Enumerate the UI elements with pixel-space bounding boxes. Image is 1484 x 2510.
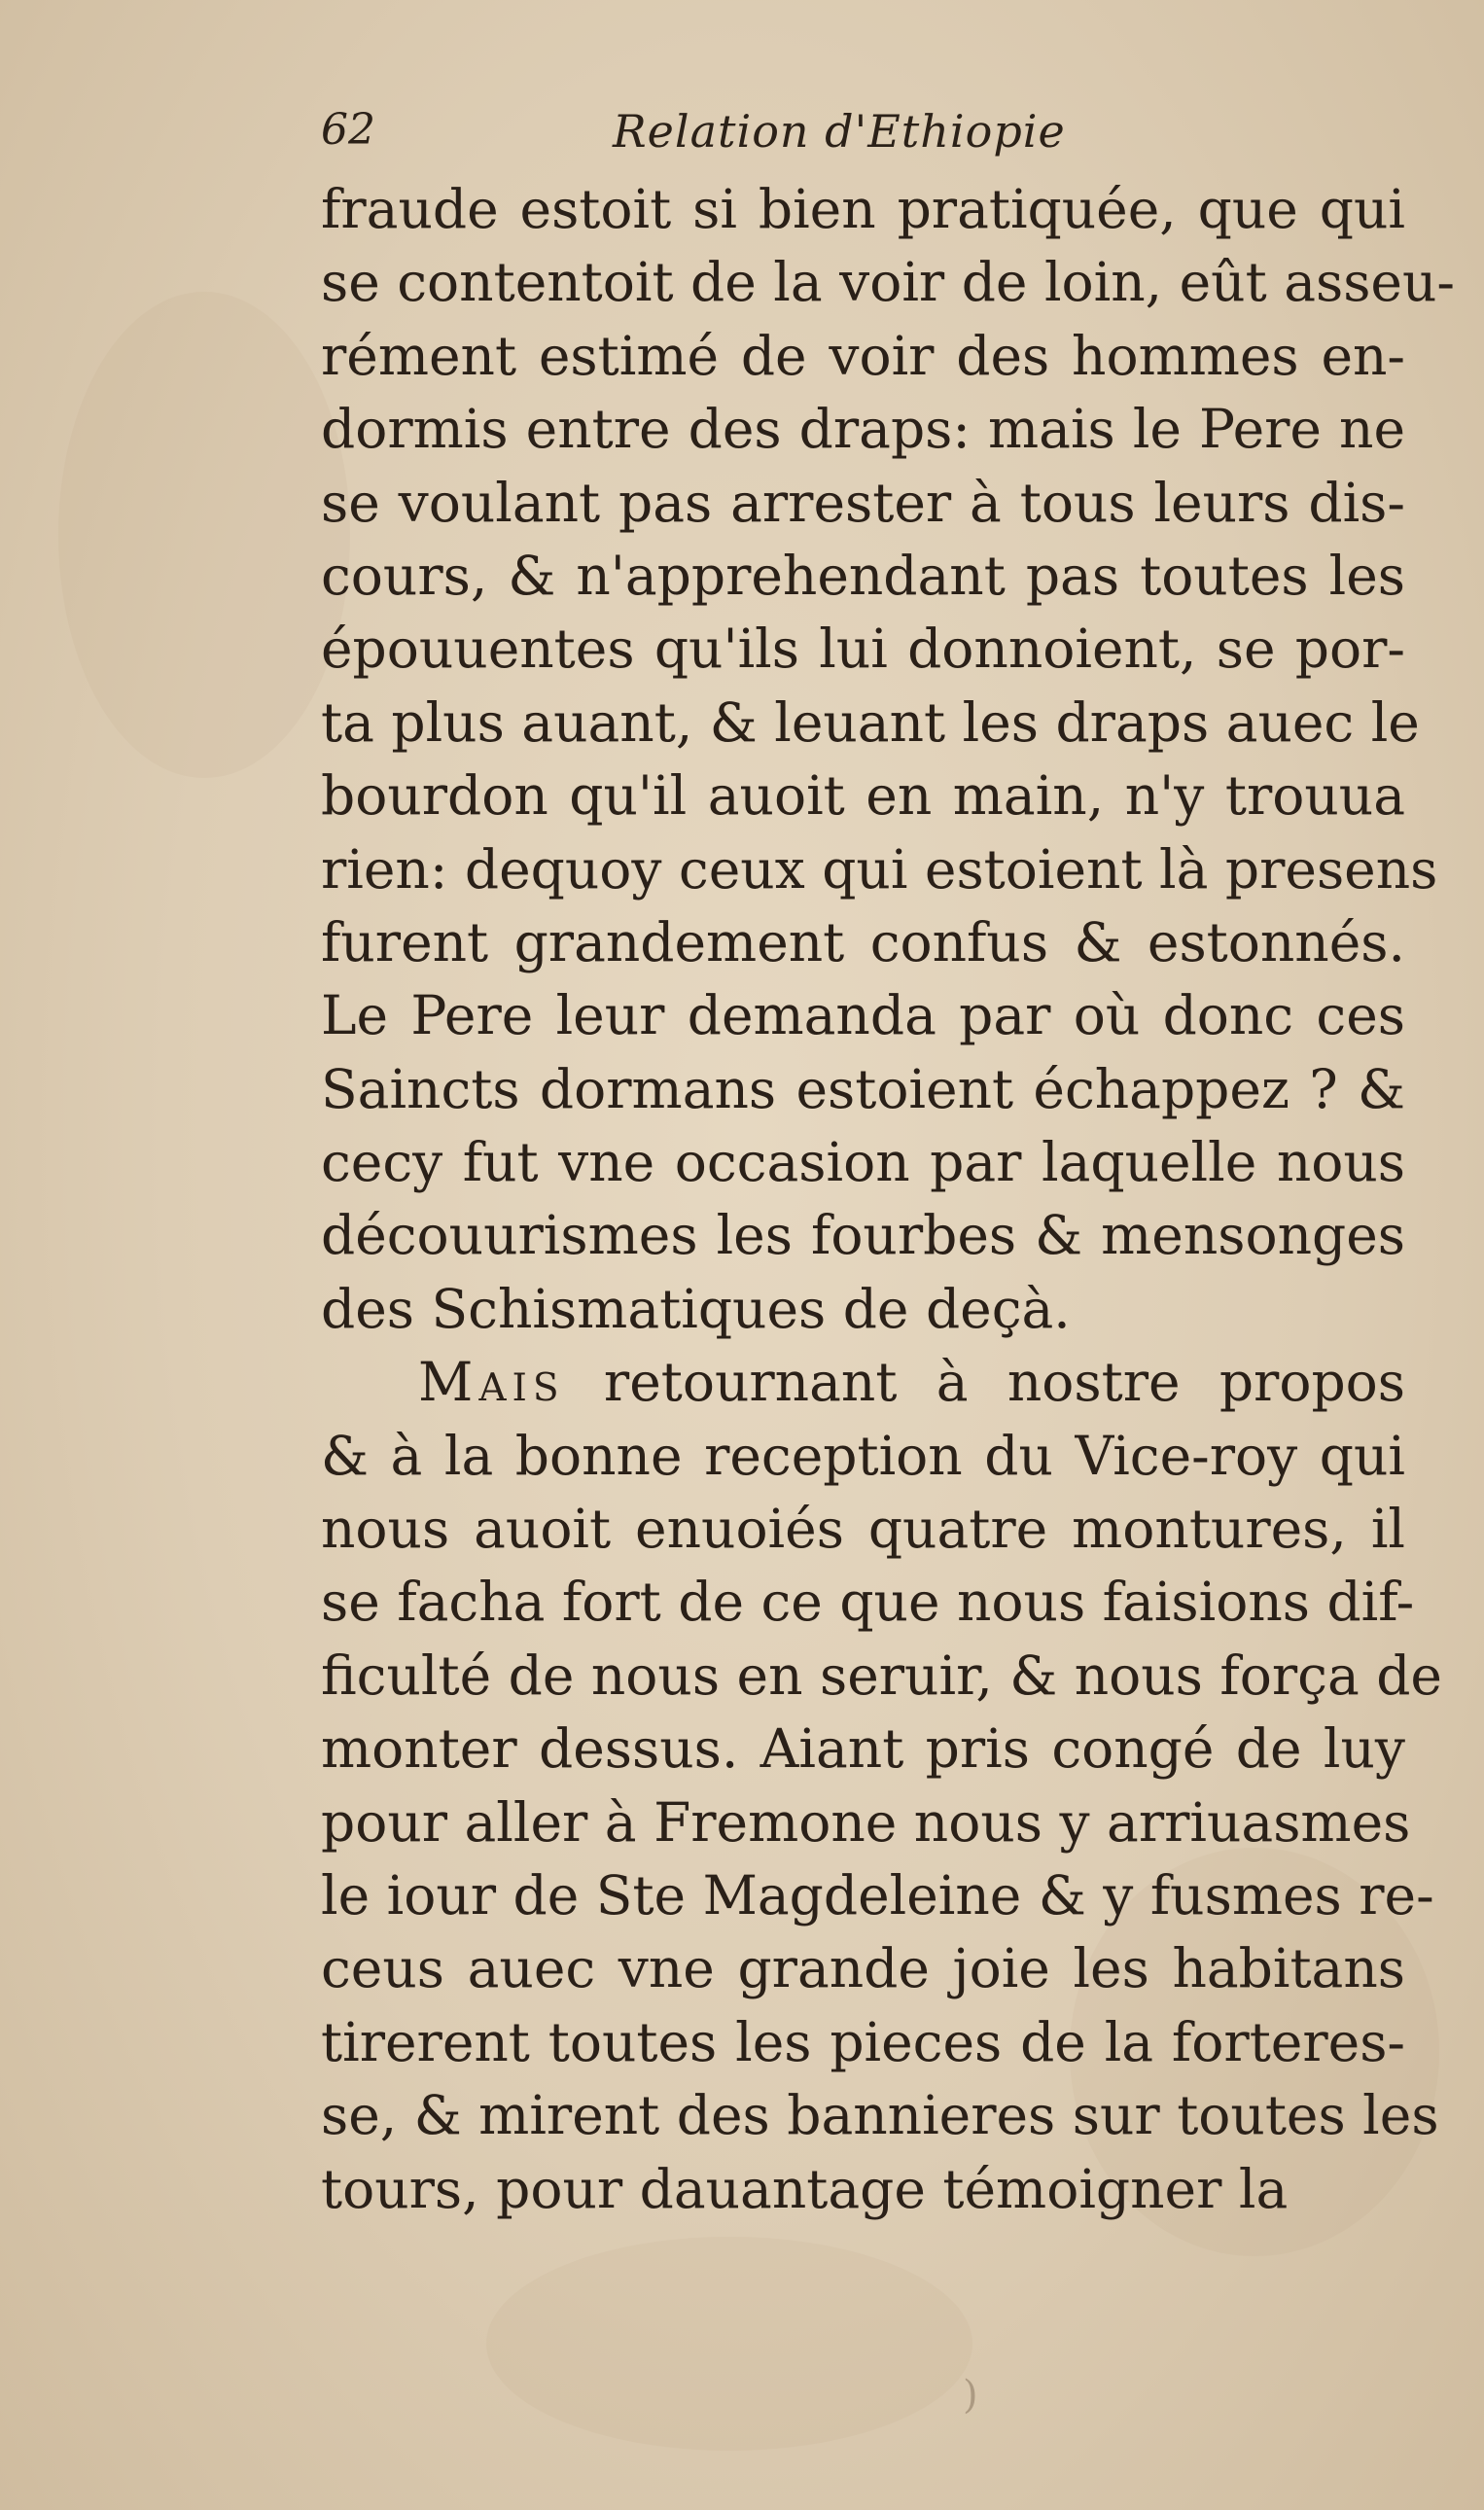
body-text [321,173,1455,2226]
text-line: Le Pere leur demanda par où donc ces [321,984,1405,1047]
text-line: ta plus auant, & leuant les draps auec le [321,690,1420,754]
text-line: furent grandement confus & estonnés. [321,910,1405,973]
page-header [321,105,1196,173]
paper-stain [58,292,350,778]
text-line: se facha fort de ce que nous faisions dif- [321,1571,1415,1634]
text-line: découurismes les fourbes & mensonges [321,1204,1405,1267]
text-line: bourdon qu'il auoit en main, n'y trouua [321,764,1405,828]
text-line: rément estimé de voir des hommes en- [321,324,1405,387]
text-line: dormis entre des draps: mais le Pere ne [321,398,1405,461]
running-title: Relation d'Ethiopie [613,105,1066,158]
text-line: cours, & n'apprehendant pas toutes les [321,544,1405,607]
text-line: fraude estoit si bien pratiquée, que qui [321,178,1405,240]
text-line: se contentoit de la voir de loin, eût asseu- [321,251,1455,314]
text-line: ficulté de nous en seruir, & nous força de [321,1644,1442,1707]
text-line: tirerent toutes les pieces de la forteres- [321,2010,1405,2073]
bleed-through-mark: ) [963,2373,978,2418]
text-line: se voulant pas arrester à tous leurs dis- [321,471,1405,534]
text-line: épouuentes qu'ils lui donnoient, se por- [321,618,1405,681]
page-number: 62 [321,105,375,155]
text-line: nous auoit enuoiés quatre montures, il [321,1498,1405,1561]
text-line: cecy fut vne occasion par laquelle nous [321,1131,1405,1194]
text-line: ceus auec vne grande joie les habitans [321,1937,1405,2000]
text-line: se, & mirent des bannieres sur toutes les [321,2084,1439,2147]
text-line: le iour de Ste Magdeleine & y fusmes re- [321,1863,1434,1927]
text-line: des Schismatiques de deçà. [321,1277,1071,1340]
text-line: monter dessus. Aiant pris congé de luy [321,1717,1405,1781]
text-line [321,1346,1405,1419]
text-line: tours, pour dauantage témoigner la [321,2157,1289,2220]
text-line: & à la bonne reception du Vice-roy qui [321,1424,1405,1487]
paragraph-initial-word: Mais [418,1351,565,1414]
text-line: rien: dequoy ceux qui estoient là presens [321,837,1438,901]
text-line: pour aller à Fremone nous y arriuasmes [321,1790,1411,1854]
text-line: Saincts dormans estoient échappez ? & [321,1057,1405,1120]
paper-stain [486,2237,972,2451]
paragraph-first-line-text: retournant à nostre propos [564,1351,1405,1414]
